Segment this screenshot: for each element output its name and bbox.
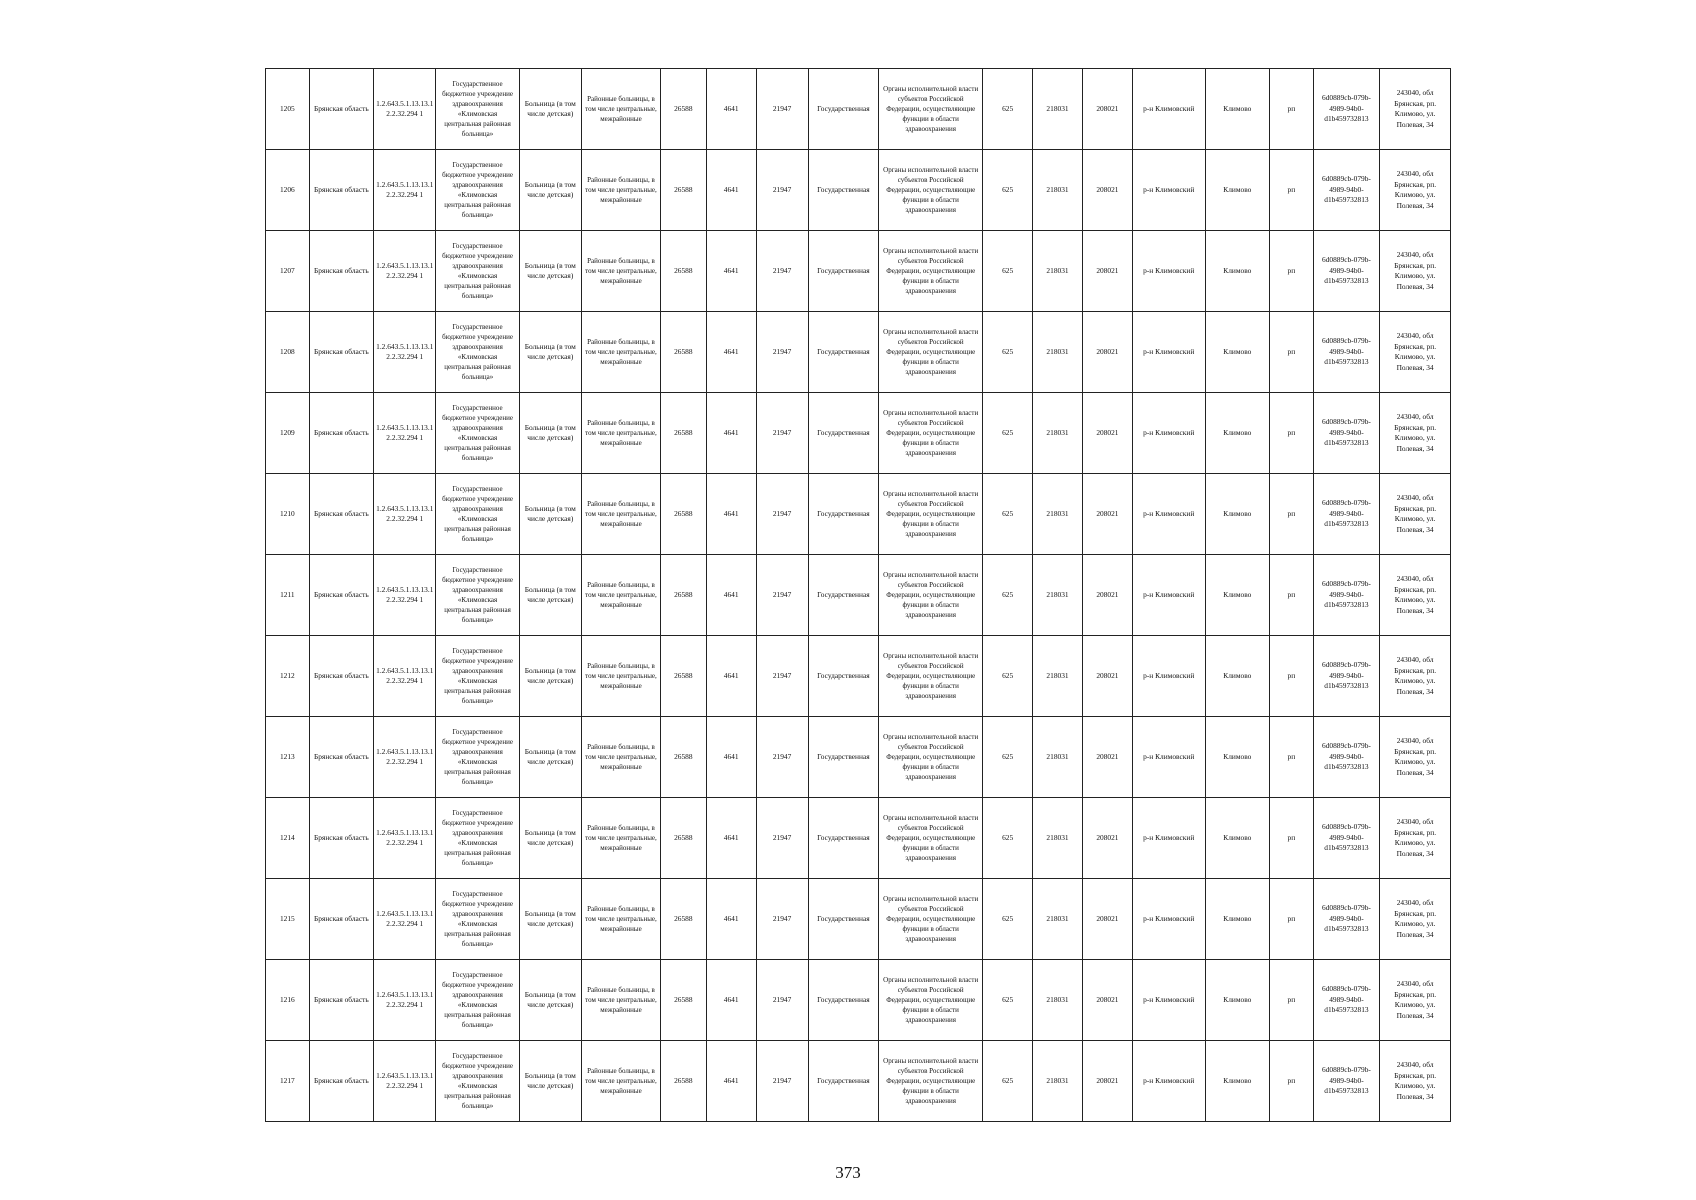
facility-subtype-cell: Районные больницы, в том числе центральные, межрайонные bbox=[581, 717, 660, 798]
facility-subtype-cell: Районные больницы, в том числе центральные, межрайонные bbox=[581, 69, 660, 150]
locality-type-cell: рп bbox=[1270, 312, 1314, 393]
value-cell-5: 218031 bbox=[1033, 960, 1083, 1041]
district-cell: р-н Климовский bbox=[1132, 69, 1205, 150]
value-cell-3: 21947 bbox=[756, 636, 808, 717]
organization-name-cell: Государственное бюджетное учреждение здравоохранения «Климовская центральная районная больница» bbox=[436, 150, 519, 231]
locality-type-cell: рп bbox=[1270, 798, 1314, 879]
value-cell-5: 218031 bbox=[1033, 231, 1083, 312]
ownership-cell: Государственная bbox=[808, 69, 879, 150]
organization-name-cell: Государственное бюджетное учреждение здравоохранения «Климовская центральная районная больница» bbox=[436, 717, 519, 798]
region-cell: Брянская область bbox=[309, 393, 373, 474]
value-cell-2: 4641 bbox=[706, 231, 756, 312]
governing-body-cell: Органы исполнительной власти субъектов Российской Федерации, осуществляющие функции в области здравоохранения bbox=[879, 636, 983, 717]
address-cell: 243040, обл Брянская, рп. Климово, ул. Полевая, 34 bbox=[1380, 960, 1451, 1041]
facility-subtype-cell: Районные больницы, в том числе центральные, межрайонные bbox=[581, 393, 660, 474]
region-cell: Брянская область bbox=[309, 798, 373, 879]
address-cell: 243040, обл Брянская, рп. Климово, ул. Полевая, 34 bbox=[1380, 312, 1451, 393]
value-cell-1: 26588 bbox=[660, 636, 706, 717]
address-cell: 243040, обл Брянская, рп. Климово, ул. Полевая, 34 bbox=[1380, 798, 1451, 879]
value-cell-4: 625 bbox=[983, 879, 1033, 960]
facility-subtype-cell: Районные больницы, в том числе центральные, межрайонные bbox=[581, 798, 660, 879]
value-cell-3: 21947 bbox=[756, 312, 808, 393]
oid-code-cell: 1.2.643.5.1.13.13.12.2.32.294 1 bbox=[374, 231, 436, 312]
value-cell-4: 625 bbox=[983, 312, 1033, 393]
oid-code-cell: 1.2.643.5.1.13.13.12.2.32.294 1 bbox=[374, 798, 436, 879]
row-number-cell: 1215 bbox=[266, 879, 310, 960]
table-row bbox=[266, 393, 1451, 474]
address-cell: 243040, обл Брянская, рп. Климово, ул. Полевая, 34 bbox=[1380, 717, 1451, 798]
row-number-cell: 1211 bbox=[266, 555, 310, 636]
value-cell-2: 4641 bbox=[706, 960, 756, 1041]
guid-cell: 6d0889cb-079b-4989-94b0-d1b459732813 bbox=[1313, 231, 1380, 312]
guid-cell: 6d0889cb-079b-4989-94b0-d1b459732813 bbox=[1313, 960, 1380, 1041]
value-cell-2: 4641 bbox=[706, 798, 756, 879]
guid-cell: 6d0889cb-079b-4989-94b0-d1b459732813 bbox=[1313, 555, 1380, 636]
value-cell-2: 4641 bbox=[706, 879, 756, 960]
locality-type-cell: рп bbox=[1270, 231, 1314, 312]
locality-type-cell: рп bbox=[1270, 150, 1314, 231]
value-cell-2: 4641 bbox=[706, 312, 756, 393]
guid-cell: 6d0889cb-079b-4989-94b0-d1b459732813 bbox=[1313, 393, 1380, 474]
facility-subtype-cell: Районные больницы, в том числе центральные, межрайонные bbox=[581, 231, 660, 312]
governing-body-cell: Органы исполнительной власти субъектов Российской Федерации, осуществляющие функции в области здравоохранения bbox=[879, 312, 983, 393]
value-cell-5: 218031 bbox=[1033, 150, 1083, 231]
district-cell: р-н Климовский bbox=[1132, 798, 1205, 879]
facility-type-cell: Больница (в том числе детская) bbox=[519, 1041, 581, 1122]
address-cell: 243040, обл Брянская, рп. Климово, ул. Полевая, 34 bbox=[1380, 1041, 1451, 1122]
value-cell-1: 26588 bbox=[660, 312, 706, 393]
oid-code-cell: 1.2.643.5.1.13.13.12.2.32.294 1 bbox=[374, 69, 436, 150]
guid-cell: 6d0889cb-079b-4989-94b0-d1b459732813 bbox=[1313, 69, 1380, 150]
value-cell-6: 208021 bbox=[1082, 474, 1132, 555]
locality-cell: Климово bbox=[1205, 717, 1269, 798]
governing-body-cell: Органы исполнительной власти субъектов Российской Федерации, осуществляющие функции в области здравоохранения bbox=[879, 69, 983, 150]
region-cell: Брянская область bbox=[309, 231, 373, 312]
guid-cell: 6d0889cb-079b-4989-94b0-d1b459732813 bbox=[1313, 717, 1380, 798]
locality-type-cell: рп bbox=[1270, 69, 1314, 150]
facility-type-cell: Больница (в том числе детская) bbox=[519, 960, 581, 1041]
row-number-cell: 1217 bbox=[266, 1041, 310, 1122]
governing-body-cell: Органы исполнительной власти субъектов Российской Федерации, осуществляющие функции в области здравоохранения bbox=[879, 1041, 983, 1122]
organization-name-cell: Государственное бюджетное учреждение здравоохранения «Климовская центральная районная больница» bbox=[436, 1041, 519, 1122]
value-cell-1: 26588 bbox=[660, 393, 706, 474]
value-cell-4: 625 bbox=[983, 69, 1033, 150]
governing-body-cell: Органы исполнительной власти субъектов Российской Федерации, осуществляющие функции в области здравоохранения bbox=[879, 150, 983, 231]
facility-subtype-cell: Районные больницы, в том числе центральные, межрайонные bbox=[581, 312, 660, 393]
region-cell: Брянская область bbox=[309, 960, 373, 1041]
value-cell-6: 208021 bbox=[1082, 393, 1132, 474]
value-cell-2: 4641 bbox=[706, 393, 756, 474]
row-number-cell: 1208 bbox=[266, 312, 310, 393]
address-cell: 243040, обл Брянская, рп. Климово, ул. Полевая, 34 bbox=[1380, 474, 1451, 555]
facility-type-cell: Больница (в том числе детская) bbox=[519, 636, 581, 717]
value-cell-6: 208021 bbox=[1082, 555, 1132, 636]
facility-type-cell: Больница (в том числе детская) bbox=[519, 798, 581, 879]
value-cell-3: 21947 bbox=[756, 960, 808, 1041]
guid-cell: 6d0889cb-079b-4989-94b0-d1b459732813 bbox=[1313, 1041, 1380, 1122]
facility-type-cell: Больница (в том числе детская) bbox=[519, 393, 581, 474]
value-cell-3: 21947 bbox=[756, 474, 808, 555]
registry-sheet bbox=[265, 68, 1451, 1122]
facility-subtype-cell: Районные больницы, в том числе центральные, межрайонные bbox=[581, 150, 660, 231]
locality-cell: Климово bbox=[1205, 555, 1269, 636]
oid-code-cell: 1.2.643.5.1.13.13.12.2.32.294 1 bbox=[374, 150, 436, 231]
value-cell-3: 21947 bbox=[756, 69, 808, 150]
facility-type-cell: Больница (в том числе детская) bbox=[519, 555, 581, 636]
region-cell: Брянская область bbox=[309, 312, 373, 393]
district-cell: р-н Климовский bbox=[1132, 555, 1205, 636]
oid-code-cell: 1.2.643.5.1.13.13.12.2.32.294 1 bbox=[374, 960, 436, 1041]
value-cell-5: 218031 bbox=[1033, 474, 1083, 555]
row-number-cell: 1209 bbox=[266, 393, 310, 474]
region-cell: Брянская область bbox=[309, 474, 373, 555]
value-cell-1: 26588 bbox=[660, 960, 706, 1041]
value-cell-3: 21947 bbox=[756, 231, 808, 312]
value-cell-4: 625 bbox=[983, 150, 1033, 231]
address-cell: 243040, обл Брянская, рп. Климово, ул. Полевая, 34 bbox=[1380, 393, 1451, 474]
address-cell: 243040, обл Брянская, рп. Климово, ул. Полевая, 34 bbox=[1380, 636, 1451, 717]
organization-name-cell: Государственное бюджетное учреждение здравоохранения «Климовская центральная районная больница» bbox=[436, 636, 519, 717]
locality-type-cell: рп bbox=[1270, 636, 1314, 717]
locality-cell: Климово bbox=[1205, 393, 1269, 474]
value-cell-5: 218031 bbox=[1033, 555, 1083, 636]
value-cell-3: 21947 bbox=[756, 393, 808, 474]
row-number-cell: 1207 bbox=[266, 231, 310, 312]
value-cell-2: 4641 bbox=[706, 69, 756, 150]
value-cell-4: 625 bbox=[983, 717, 1033, 798]
guid-cell: 6d0889cb-079b-4989-94b0-d1b459732813 bbox=[1313, 150, 1380, 231]
facility-type-cell: Больница (в том числе детская) bbox=[519, 312, 581, 393]
district-cell: р-н Климовский bbox=[1132, 150, 1205, 231]
oid-code-cell: 1.2.643.5.1.13.13.12.2.32.294 1 bbox=[374, 879, 436, 960]
ownership-cell: Государственная bbox=[808, 636, 879, 717]
value-cell-2: 4641 bbox=[706, 717, 756, 798]
value-cell-6: 208021 bbox=[1082, 798, 1132, 879]
value-cell-6: 208021 bbox=[1082, 69, 1132, 150]
value-cell-4: 625 bbox=[983, 474, 1033, 555]
governing-body-cell: Органы исполнительной власти субъектов Российской Федерации, осуществляющие функции в области здравоохранения bbox=[879, 879, 983, 960]
ownership-cell: Государственная bbox=[808, 393, 879, 474]
table-row bbox=[266, 1041, 1451, 1122]
value-cell-5: 218031 bbox=[1033, 312, 1083, 393]
locality-type-cell: рп bbox=[1270, 879, 1314, 960]
row-number-cell: 1216 bbox=[266, 960, 310, 1041]
facility-subtype-cell: Районные больницы, в том числе центральные, межрайонные bbox=[581, 879, 660, 960]
locality-cell: Климово bbox=[1205, 798, 1269, 879]
locality-type-cell: рп bbox=[1270, 474, 1314, 555]
governing-body-cell: Органы исполнительной власти субъектов Российской Федерации, осуществляющие функции в области здравоохранения bbox=[879, 555, 983, 636]
locality-cell: Климово bbox=[1205, 312, 1269, 393]
table-row bbox=[266, 960, 1451, 1041]
value-cell-4: 625 bbox=[983, 798, 1033, 879]
value-cell-6: 208021 bbox=[1082, 960, 1132, 1041]
governing-body-cell: Органы исполнительной власти субъектов Российской Федерации, осуществляющие функции в области здравоохранения bbox=[879, 960, 983, 1041]
address-cell: 243040, обл Брянская, рп. Климово, ул. Полевая, 34 bbox=[1380, 150, 1451, 231]
governing-body-cell: Органы исполнительной власти субъектов Российской Федерации, осуществляющие функции в области здравоохранения bbox=[879, 798, 983, 879]
region-cell: Брянская область bbox=[309, 69, 373, 150]
facility-type-cell: Больница (в том числе детская) bbox=[519, 150, 581, 231]
guid-cell: 6d0889cb-079b-4989-94b0-d1b459732813 bbox=[1313, 798, 1380, 879]
oid-code-cell: 1.2.643.5.1.13.13.12.2.32.294 1 bbox=[374, 474, 436, 555]
guid-cell: 6d0889cb-079b-4989-94b0-d1b459732813 bbox=[1313, 879, 1380, 960]
value-cell-1: 26588 bbox=[660, 798, 706, 879]
organization-name-cell: Государственное бюджетное учреждение здравоохранения «Климовская центральная районная больница» bbox=[436, 474, 519, 555]
value-cell-4: 625 bbox=[983, 231, 1033, 312]
value-cell-5: 218031 bbox=[1033, 798, 1083, 879]
ownership-cell: Государственная bbox=[808, 150, 879, 231]
value-cell-1: 26588 bbox=[660, 231, 706, 312]
locality-type-cell: рп bbox=[1270, 717, 1314, 798]
governing-body-cell: Органы исполнительной власти субъектов Российской Федерации, осуществляющие функции в области здравоохранения bbox=[879, 393, 983, 474]
page-number: 373 bbox=[835, 1163, 861, 1182]
value-cell-4: 625 bbox=[983, 960, 1033, 1041]
table-row bbox=[266, 798, 1451, 879]
region-cell: Брянская область bbox=[309, 717, 373, 798]
value-cell-2: 4641 bbox=[706, 150, 756, 231]
value-cell-6: 208021 bbox=[1082, 150, 1132, 231]
ownership-cell: Государственная bbox=[808, 717, 879, 798]
value-cell-6: 208021 bbox=[1082, 636, 1132, 717]
facility-type-cell: Больница (в том числе детская) bbox=[519, 69, 581, 150]
organization-name-cell: Государственное бюджетное учреждение здравоохранения «Климовская центральная районная больница» bbox=[436, 231, 519, 312]
locality-cell: Климово bbox=[1205, 150, 1269, 231]
row-number-cell: 1212 bbox=[266, 636, 310, 717]
value-cell-2: 4641 bbox=[706, 636, 756, 717]
value-cell-5: 218031 bbox=[1033, 636, 1083, 717]
governing-body-cell: Органы исполнительной власти субъектов Российской Федерации, осуществляющие функции в области здравоохранения bbox=[879, 474, 983, 555]
table-row bbox=[266, 717, 1451, 798]
registry-table bbox=[265, 68, 1451, 1122]
value-cell-6: 208021 bbox=[1082, 1041, 1132, 1122]
value-cell-2: 4641 bbox=[706, 555, 756, 636]
value-cell-4: 625 bbox=[983, 555, 1033, 636]
oid-code-cell: 1.2.643.5.1.13.13.12.2.32.294 1 bbox=[374, 555, 436, 636]
locality-cell: Климово bbox=[1205, 231, 1269, 312]
value-cell-1: 26588 bbox=[660, 150, 706, 231]
oid-code-cell: 1.2.643.5.1.13.13.12.2.32.294 1 bbox=[374, 1041, 436, 1122]
table-row bbox=[266, 636, 1451, 717]
row-number-cell: 1210 bbox=[266, 474, 310, 555]
locality-cell: Климово bbox=[1205, 879, 1269, 960]
address-cell: 243040, обл Брянская, рп. Климово, ул. Полевая, 34 bbox=[1380, 555, 1451, 636]
facility-type-cell: Больница (в том числе детская) bbox=[519, 231, 581, 312]
value-cell-3: 21947 bbox=[756, 1041, 808, 1122]
organization-name-cell: Государственное бюджетное учреждение здравоохранения «Климовская центральная районная больница» bbox=[436, 555, 519, 636]
guid-cell: 6d0889cb-079b-4989-94b0-d1b459732813 bbox=[1313, 474, 1380, 555]
oid-code-cell: 1.2.643.5.1.13.13.12.2.32.294 1 bbox=[374, 636, 436, 717]
organization-name-cell: Государственное бюджетное учреждение здравоохранения «Климовская центральная районная больница» bbox=[436, 798, 519, 879]
value-cell-5: 218031 bbox=[1033, 69, 1083, 150]
value-cell-6: 208021 bbox=[1082, 231, 1132, 312]
organization-name-cell: Государственное бюджетное учреждение здравоохранения «Климовская центральная районная больница» bbox=[436, 393, 519, 474]
value-cell-6: 208021 bbox=[1082, 312, 1132, 393]
locality-cell: Климово bbox=[1205, 960, 1269, 1041]
ownership-cell: Государственная bbox=[808, 798, 879, 879]
value-cell-4: 625 bbox=[983, 636, 1033, 717]
value-cell-1: 26588 bbox=[660, 474, 706, 555]
facility-subtype-cell: Районные больницы, в том числе центральные, межрайонные bbox=[581, 1041, 660, 1122]
ownership-cell: Государственная bbox=[808, 474, 879, 555]
value-cell-2: 4641 bbox=[706, 474, 756, 555]
value-cell-1: 26588 bbox=[660, 879, 706, 960]
ownership-cell: Государственная bbox=[808, 960, 879, 1041]
address-cell: 243040, обл Брянская, рп. Климово, ул. Полевая, 34 bbox=[1380, 231, 1451, 312]
address-cell: 243040, обл Брянская, рп. Климово, ул. Полевая, 34 bbox=[1380, 879, 1451, 960]
value-cell-4: 625 bbox=[983, 393, 1033, 474]
value-cell-3: 21947 bbox=[756, 150, 808, 231]
facility-subtype-cell: Районные больницы, в том числе центральные, межрайонные bbox=[581, 474, 660, 555]
district-cell: р-н Климовский bbox=[1132, 717, 1205, 798]
value-cell-2: 4641 bbox=[706, 1041, 756, 1122]
district-cell: р-н Климовский bbox=[1132, 231, 1205, 312]
organization-name-cell: Государственное бюджетное учреждение здравоохранения «Климовская центральная районная больница» bbox=[436, 960, 519, 1041]
region-cell: Брянская область bbox=[309, 150, 373, 231]
value-cell-5: 218031 bbox=[1033, 717, 1083, 798]
facility-subtype-cell: Районные больницы, в том числе центральные, межрайонные bbox=[581, 960, 660, 1041]
organization-name-cell: Государственное бюджетное учреждение здравоохранения «Климовская центральная районная больница» bbox=[436, 69, 519, 150]
facility-subtype-cell: Районные больницы, в том числе центральные, межрайонные bbox=[581, 555, 660, 636]
oid-code-cell: 1.2.643.5.1.13.13.12.2.32.294 1 bbox=[374, 393, 436, 474]
value-cell-5: 218031 bbox=[1033, 393, 1083, 474]
value-cell-1: 26588 bbox=[660, 555, 706, 636]
guid-cell: 6d0889cb-079b-4989-94b0-d1b459732813 bbox=[1313, 636, 1380, 717]
guid-cell: 6d0889cb-079b-4989-94b0-d1b459732813 bbox=[1313, 312, 1380, 393]
locality-type-cell: рп bbox=[1270, 555, 1314, 636]
table-row bbox=[266, 474, 1451, 555]
facility-subtype-cell: Районные больницы, в том числе центральные, межрайонные bbox=[581, 636, 660, 717]
table-row bbox=[266, 69, 1451, 150]
organization-name-cell: Государственное бюджетное учреждение здравоохранения «Климовская центральная районная больница» bbox=[436, 312, 519, 393]
value-cell-3: 21947 bbox=[756, 717, 808, 798]
region-cell: Брянская область bbox=[309, 555, 373, 636]
ownership-cell: Государственная bbox=[808, 879, 879, 960]
value-cell-5: 218031 bbox=[1033, 1041, 1083, 1122]
value-cell-1: 26588 bbox=[660, 69, 706, 150]
value-cell-3: 21947 bbox=[756, 798, 808, 879]
ownership-cell: Государственная bbox=[808, 231, 879, 312]
locality-type-cell: рп bbox=[1270, 393, 1314, 474]
value-cell-3: 21947 bbox=[756, 555, 808, 636]
locality-type-cell: рп bbox=[1270, 960, 1314, 1041]
table-row bbox=[266, 312, 1451, 393]
district-cell: р-н Климовский bbox=[1132, 393, 1205, 474]
row-number-cell: 1205 bbox=[266, 69, 310, 150]
governing-body-cell: Органы исполнительной власти субъектов Российской Федерации, осуществляющие функции в области здравоохранения bbox=[879, 717, 983, 798]
organization-name-cell: Государственное бюджетное учреждение здравоохранения «Климовская центральная районная больница» bbox=[436, 879, 519, 960]
table-body bbox=[266, 69, 1451, 1122]
region-cell: Брянская область bbox=[309, 1041, 373, 1122]
table-row bbox=[266, 555, 1451, 636]
district-cell: р-н Климовский bbox=[1132, 312, 1205, 393]
locality-cell: Климово bbox=[1205, 1041, 1269, 1122]
locality-cell: Климово bbox=[1205, 474, 1269, 555]
value-cell-6: 208021 bbox=[1082, 879, 1132, 960]
district-cell: р-н Климовский bbox=[1132, 879, 1205, 960]
value-cell-1: 26588 bbox=[660, 717, 706, 798]
region-cell: Брянская область bbox=[309, 636, 373, 717]
table-row bbox=[266, 231, 1451, 312]
district-cell: р-н Климовский bbox=[1132, 1041, 1205, 1122]
ownership-cell: Государственная bbox=[808, 312, 879, 393]
oid-code-cell: 1.2.643.5.1.13.13.12.2.32.294 1 bbox=[374, 717, 436, 798]
row-number-cell: 1206 bbox=[266, 150, 310, 231]
facility-type-cell: Больница (в том числе детская) bbox=[519, 717, 581, 798]
district-cell: р-н Климовский bbox=[1132, 636, 1205, 717]
value-cell-1: 26588 bbox=[660, 1041, 706, 1122]
value-cell-3: 21947 bbox=[756, 879, 808, 960]
table-row bbox=[266, 879, 1451, 960]
value-cell-4: 625 bbox=[983, 1041, 1033, 1122]
locality-type-cell: рп bbox=[1270, 1041, 1314, 1122]
row-number-cell: 1214 bbox=[266, 798, 310, 879]
facility-type-cell: Больница (в том числе детская) bbox=[519, 474, 581, 555]
ownership-cell: Государственная bbox=[808, 555, 879, 636]
district-cell: р-н Климовский bbox=[1132, 960, 1205, 1041]
value-cell-5: 218031 bbox=[1033, 879, 1083, 960]
ownership-cell: Государственная bbox=[808, 1041, 879, 1122]
district-cell: р-н Климовский bbox=[1132, 474, 1205, 555]
value-cell-6: 208021 bbox=[1082, 717, 1132, 798]
region-cell: Брянская область bbox=[309, 879, 373, 960]
table-row bbox=[266, 150, 1451, 231]
locality-cell: Климово bbox=[1205, 636, 1269, 717]
locality-cell: Климово bbox=[1205, 69, 1269, 150]
row-number-cell: 1213 bbox=[266, 717, 310, 798]
address-cell: 243040, обл Брянская, рп. Климово, ул. Полевая, 34 bbox=[1380, 69, 1451, 150]
oid-code-cell: 1.2.643.5.1.13.13.12.2.32.294 1 bbox=[374, 312, 436, 393]
governing-body-cell: Органы исполнительной власти субъектов Российской Федерации, осуществляющие функции в области здравоохранения bbox=[879, 231, 983, 312]
facility-type-cell: Больница (в том числе детская) bbox=[519, 879, 581, 960]
